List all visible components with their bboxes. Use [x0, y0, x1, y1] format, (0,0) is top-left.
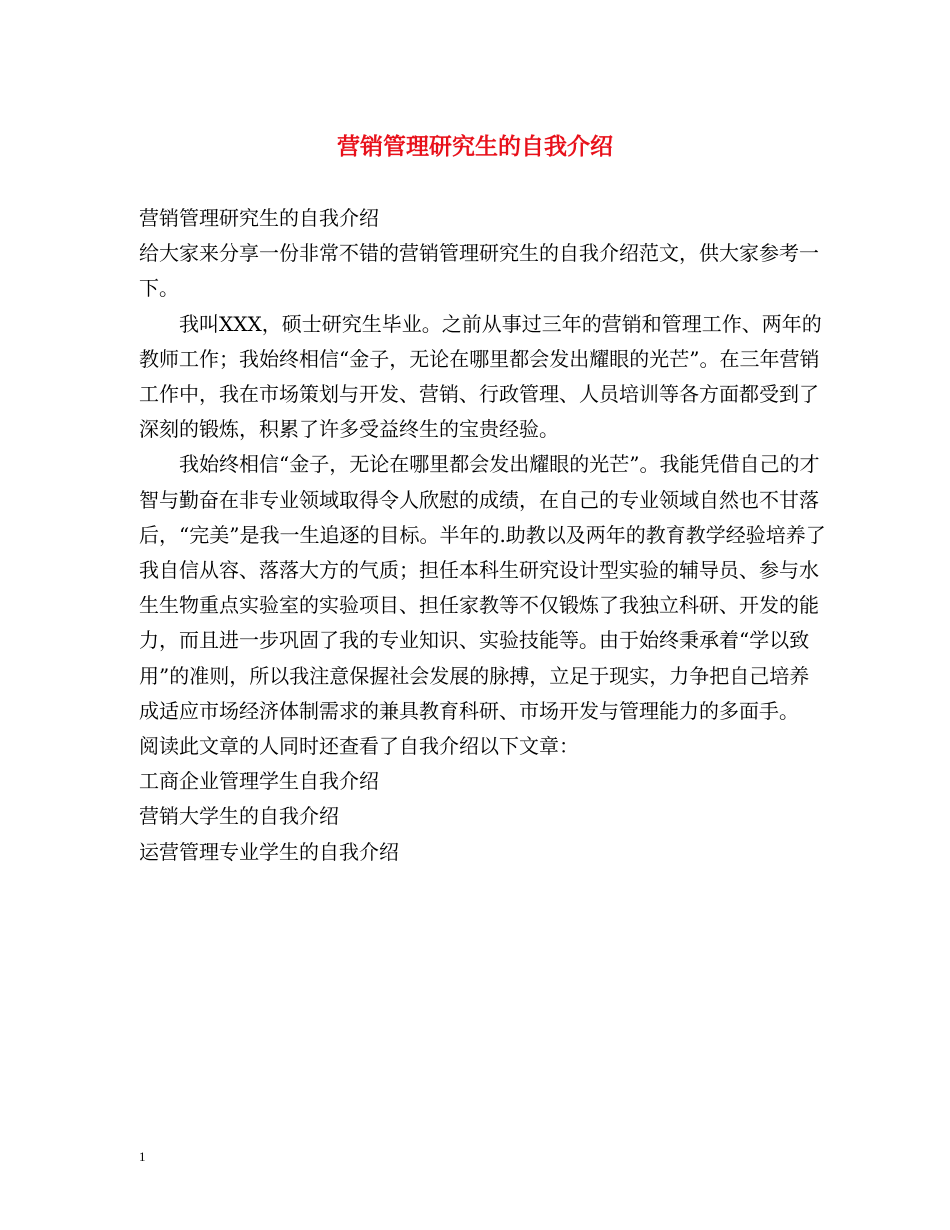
body-paragraph-1: 我叫XXX，硕士研究生毕业。之前从事过三年的营销和管理工作、两年的教师工作；我始终相信“金子，无论在哪里都会发出耀眼的光芒”。在三年营销工作中，我在市场策划与开发、营销、行政管理、人员培训等各方面都受到了深刻的锻炼，积累了许多受益终生的宝贵经验。 [139, 311, 822, 442]
related-link-3[interactable]: 运营管理专业学生的自我介绍 [139, 839, 399, 864]
body-paragraph-2: 我始终相信“金子，无论在哪里都会发出耀眼的光芒”。我能凭借自己的才智与勤奋在非专业领域取得令人欣慰的成绩，在自己的专业领域自然也不甘落后，“完美”是我一生追逐的目标。半年的.助教以及两年的教育教学经验培养了我自信从容、落落大方的气质；担任本科生研究设计型实验的辅导员、参与水生生物重点实验室的实验项目、担任家教等不仅锻炼了我独立科研、开发的能力，而且进一步巩固了我的专业知识、实验技能等。由于始终秉承着“学以致用”的准则，所以我注意保握社会发展的脉搏，立足于现实，力争把自己培养成适应市场经济体制需求的兼具教育科研、市场开发与管理能力的多面手。 [139, 452, 826, 723]
related-link-1[interactable]: 工商企业管理学生自我介绍 [139, 769, 379, 794]
subtitle: 营销管理研究生的自我介绍 [139, 206, 379, 230]
related-link-2[interactable]: 营销大学生的自我介绍 [139, 804, 339, 829]
page-number: 1 [139, 1149, 146, 1164]
intro-paragraph: 给大家来分享一份非常不错的营销管理研究生的自我介绍范文，供大家参考一下。 [139, 241, 819, 301]
page-title: 营销管理研究生的自我介绍 [337, 133, 613, 160]
document-body [139, 201, 829, 870]
related-heading: 阅读此文章的人同时还查看了自我介绍以下文章： [139, 734, 579, 759]
